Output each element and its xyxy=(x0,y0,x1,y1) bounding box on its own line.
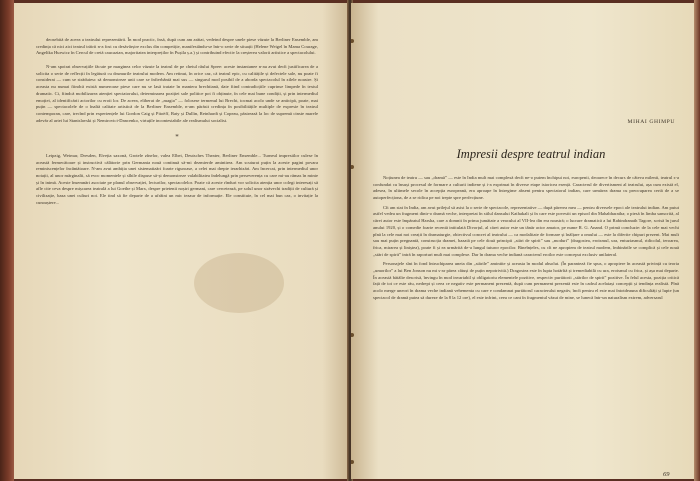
right-paragraph: Personajele sînt în fond întruchiparea uneia din „stările” amintite și aceasta în modul absolut. (În paranteză fie spus, o apropiere în această privință cu teoria „umorilor” a lui Ben Jonson nu mi s-ar părea câtuși de puțin nepotrivită.) Dragostea este în lupta hotărîtă și iremediabilă cu ura, eroismul cu frica, și așa mai departe. În această bătălie descrisă, învingu în mod invariabil și obligatoriu elementele pozitive, respectiv purtătorii „stărilor de spirit” pozitive. În felul acesta, poziția critică față de tot ce este rău, nedrept și ceea ce negativ este permanent prezentă, după cum permanent prezentă este în cadrul acelaiași concepții și tendința realistă. Pînă acolo merge uneori în drama veche indiană vehementa cu care e condamnat purtătorul caracterului negativ, încît pentru el este mai întotdeauna dificultăți și lupte (un spectacol de dramă putea să dureze de la 8 la 12 ore), el este infrint, ceea ce cant în fragmentul văzut de mine, se lunecă într-un naturalism extrem, adversarul xyxy=(373,261,679,300)
left-paragraph: Leipzig, Weimar, Dresden, Elveția saxonă, Grotele zînelor, valea Elbei, Deutsches Theater, Berliner Ensemble... Turneul impresiilor culese în această fermecătoare și instructivă călătorie prin Germania nouă continuă să-mi dezmierde amintirea. Am scuturat puțin la aceste pagini povara reminiscențelor încântătoare. N-am avut ambiția unei sistematizări foarte riguroase, a celei mai drepte ierarhizări. Am încercat, prin intermediul unor notații, al unor mărginalii, să evoc momentele și sîhile dispuse să-și demonstreze valabilitatea îndelungă prin perseverența cu care mi-au rămas în minte și în inimă. Aceste însemnări asociate pe planul observației, lecturilor, spectacolelor. Poate că aceste rînduri vor solicita atenția unor colegi interesați să afle cite ceva despre mișcarea teatrală a lui Goethe și Marx, despre prietenii noștri germani, care cercetează, pe solul unor străvechi tradiții de cultură și civilizație, baza unei culturi noi. Ele tind să fie departe de a ufrâini un mic tezaur de informație. Ele constituie, în cel mai bun caz, o invitație la cunoaștere... xyxy=(36,152,318,205)
left-page xyxy=(14,3,349,479)
book-cover-edge-left xyxy=(0,0,14,481)
left-paragraph: N-am spoirat observațiile făcute pe marginea celor văzute la teatrul de pe cheiul râului Spree: aceste instantanee n-au avut decît justificarea de a solicita o serie de reflecții în legătură cu drumurile teatrului modern. Am retinut, în orice caz, că teatrul epic, cu calitățile și defectele sale, nu poate fi considerat — cum se străduiesc să demonstreze unii care se înfierbântă mai sus — singurul mod posibil de a aborda spectacolul în zilele noastre. Și aceasta nu numai fiindcă există numeroase piese care nu se lasă tratate în maniera brechtiană, date fiind contradicțiile cuprinse limpede în textul dramatic. Ci, fiindcă mobilizarea atenției spectatorului, determinarea poziției sale politice pot fi obținute, în cele mai bune condiții, și prin intermediul emoției, al identificării actorilor cu eroii lor. De aceea, eliberat de „magia” — folosese termenul lui Brecht, tocmai acolo unde se anticipă, poate, mai puțin — spectacolele de o înaltă calitate artistică de la Berliner Ensemble, n-am părăsit credința în posibilitățile multiple de expresie în teatrul contemporan, care, trecînd prin experiențele lui Gordon Caig și Pitoëff, Baty și Dullin, Reinhardt și Copeau, păstrează la loc de supremă cinste marele adevăr al artei lui Stanislavski și Nemirovici-Dancenko, virtuțile incontestabile ale realismului socialist. xyxy=(36,64,318,123)
section-separator: * xyxy=(175,133,179,142)
article-title: Impresii despre teatrul indian xyxy=(456,147,606,161)
binding-hole xyxy=(351,39,354,43)
binding-hole xyxy=(351,460,354,464)
page-number: 69 xyxy=(663,471,670,478)
binding-hole xyxy=(351,165,354,169)
paper-stain xyxy=(194,253,284,313)
right-paragraph: Cît am stat în India, am avut prilejul să asist la o serie de spectacole, reprezentative — după părerea mea — pentru diversele epoci ale teatrului indian. Am putut astfel vedea un fragment dintr-o dramă veche, interpretat în stilul dansului Kathakali și în care este povestit un episod din Mahabharatha; o piesă în limba sanscrită, al cărei autor este împăratul Harsha, care a domnit în prima jumătate a veacului al VII-lea din era noastră; o lucrare dramatică a lui Rabindranath Tagore, scrisă în jurul anului 1920, și o comedie foarte recentă intitulată Divorțul, al cărei autor este un tânăr actor amator, pe nume R. G. Anand. O primă concluzie: de la cele mai vechi pînă la cele mai noi creații în dramaturgie, obiectivul concret al teatrului — ca modalitate de formare și înălțare a omului — este la diferite chipuri prezent. Mai mult sau mai puțin pregnantă, construcția dramei, bazată pe cele două principii „stări de spirit” sau „moduri” (dragostea, eroismul, ura, entuziasmul, ridicolul, teroarea, frica, mirarea și liniștea), poate fi și ea urmărită de-a lungul tuturor epocilor. Bineînțeles, cu cît ne apropiem de teatrul modern, îmbinările se complică și cele nouă „stări de spirit” intră în raporturi mult mai complexe. Dar în drama veche indiană caracterul eroilor este conceput exclusiv unilateral. xyxy=(373,204,679,257)
right-paragraph: Noțiunea de teatru — sau „dramă” — este în India mult mai complexă decît ne-o putem închipui noi, europenii, deoarece în decurs de câteva milenii, teatrul s-a confundat cu însuși procesul de formare a culturii indiene și i-a exprimat în diverse etape istoricea esență. Caracterul de divertisment al teatrului, așa cum există el, adesea, în ultimele secole în accepția europeană, era aproape în întregime absent pentru spectatorul indian, care urmărea drama cu preocuparea certă de a se autoperfecționa, de a se ridica pe noi trepte spre perfecțiune. xyxy=(373,175,679,201)
left-paragraph: deosebită de aceea a teatrului reprezentării. În mod practic, însă, după cum am arătat, vedeind despre unele piese văzute la Berliner Ensemble, am credința că nici aici teatrul trăirii n-a fost cu desăvârșire exclus din competiție, manifestându-se într-o serie de situații (Helene Weigel în Mama Courage, Angelika Hurwicz în Cercul de cretă caucazian, majoritatea interpreților în Pușila ș.a.) și contribuind efectiv la creșterea valorii artistice a spectacolului. xyxy=(36,37,318,56)
right-page-text xyxy=(373,175,679,301)
book-cover-edge-right xyxy=(694,0,700,481)
right-page xyxy=(351,3,694,479)
binding-hole xyxy=(351,333,354,337)
left-page-text xyxy=(36,37,318,206)
author-name: MIHAI GHIMPU xyxy=(627,119,675,125)
